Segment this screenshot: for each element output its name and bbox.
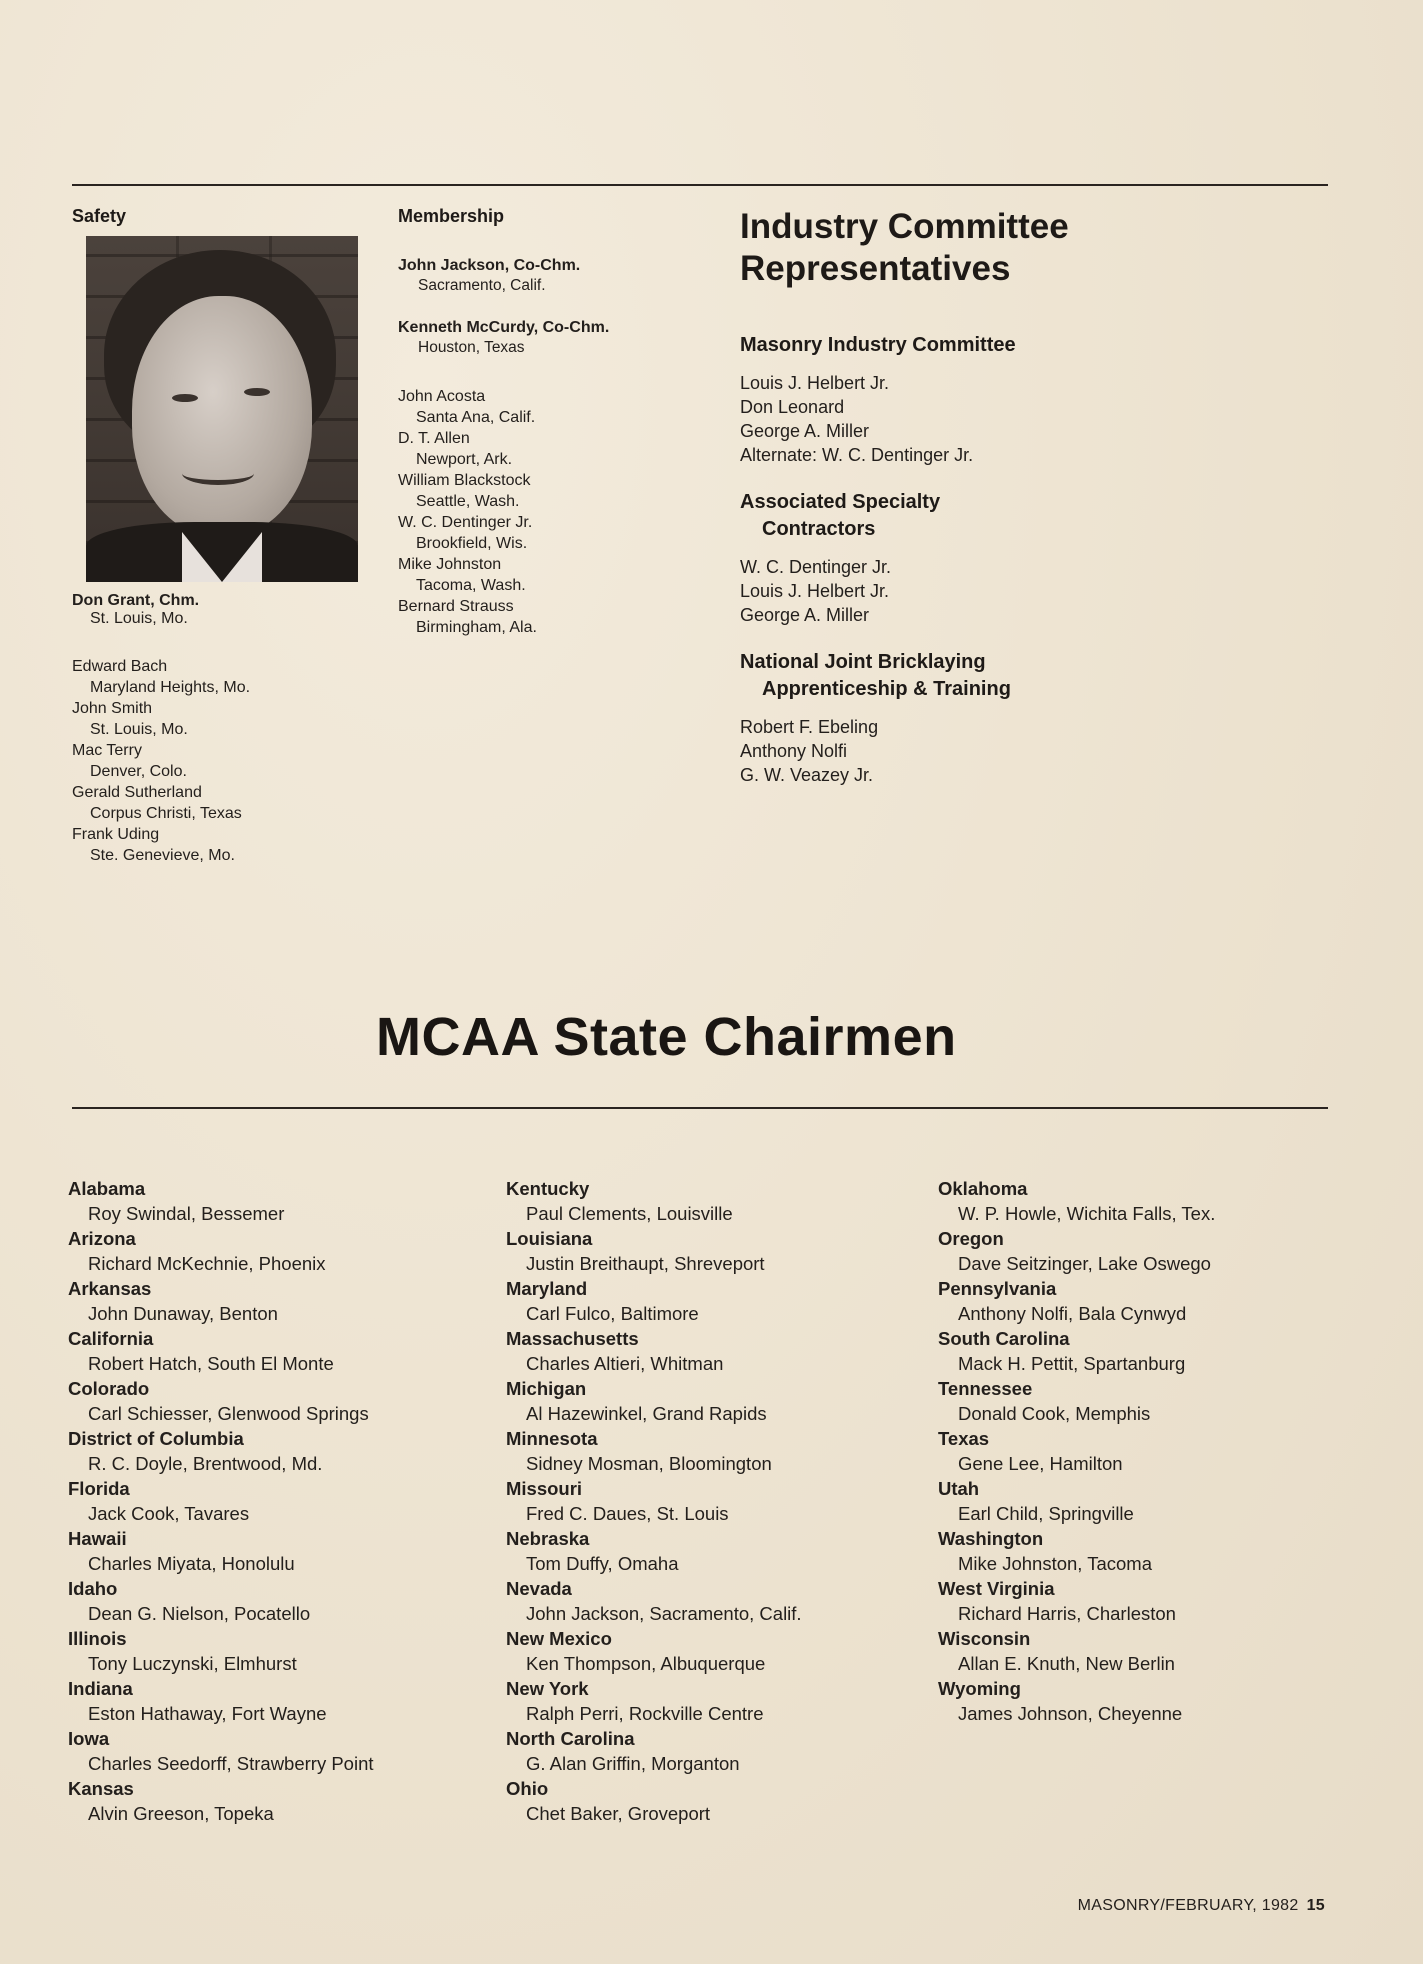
member-name: Mac Terry — [72, 742, 142, 759]
state-chairman: Al Hazewinkel, Grand Rapids — [526, 1403, 767, 1424]
state-name: Kansas — [68, 1778, 134, 1799]
state-chairman: Donald Cook, Memphis — [958, 1403, 1151, 1424]
state-name: Texas — [938, 1428, 990, 1449]
cochair — [398, 318, 609, 358]
state-name: Oklahoma — [938, 1178, 1028, 1199]
member-city: Tacoma, Wash. — [416, 577, 526, 594]
cochair — [398, 256, 609, 296]
committee-heading-line2: Contractors — [762, 518, 876, 540]
states-column-1 — [68, 1176, 374, 1826]
state-chairman: James Johnson, Cheyenne — [958, 1703, 1183, 1724]
committee — [740, 649, 1300, 787]
committee-member: George A. Miller — [740, 421, 870, 441]
member-city: Brookfield, Wis. — [416, 535, 528, 552]
state-name: New Mexico — [506, 1628, 612, 1649]
state-name: District of Columbia — [68, 1428, 244, 1449]
state-name: Tennessee — [938, 1378, 1033, 1399]
industry-title — [740, 206, 1069, 290]
state-chairman: Anthony Nolfi, Bala Cynwyd — [958, 1303, 1187, 1324]
state-chairman: Allan E. Knuth, New Berlin — [958, 1653, 1175, 1674]
state-chairman: Earl Child, Springville — [958, 1503, 1134, 1524]
state-name: Illinois — [68, 1628, 127, 1649]
state-name: Oregon — [938, 1228, 1004, 1249]
state-name: Indiana — [68, 1678, 133, 1699]
member-city: Maryland Heights, Mo. — [90, 679, 251, 696]
member-city: Ste. Genevieve, Mo. — [90, 847, 235, 864]
state-chairman: Tony Luczynski, Elmhurst — [88, 1653, 297, 1674]
committee-heading — [740, 649, 1300, 703]
member-name: John Acosta — [398, 388, 486, 405]
state-name: Hawaii — [68, 1528, 127, 1549]
safety-label: Safety — [72, 206, 127, 226]
state-chairman: Alvin Greeson, Topeka — [88, 1803, 274, 1824]
state-name: Maryland — [506, 1278, 588, 1299]
state-chairman: Charles Altieri, Whitman — [526, 1353, 724, 1374]
committee-member: Anthony Nolfi — [740, 741, 848, 761]
state-name: Utah — [938, 1478, 980, 1499]
state-chairman: Richard McKechnie, Phoenix — [88, 1253, 326, 1274]
states-column-3 — [938, 1176, 1215, 1726]
state-chairman: Eston Hathaway, Fort Wayne — [88, 1703, 327, 1724]
committee-members — [740, 715, 1300, 787]
state-name: Washington — [938, 1528, 1044, 1549]
membership-member-list — [398, 386, 537, 638]
committee-heading-line2: Apprenticeship & Training — [762, 678, 1011, 700]
state-chairman: R. C. Doyle, Brentwood, Md. — [88, 1453, 323, 1474]
page-number: 15 — [1306, 1897, 1325, 1914]
state-chairman: Roy Swindal, Bessemer — [88, 1203, 285, 1224]
state-name: Missouri — [506, 1478, 583, 1499]
state-chairman: Robert Hatch, South El Monte — [88, 1353, 334, 1374]
state-chairman: Sidney Mosman, Bloomington — [526, 1453, 772, 1474]
state-name: Nebraska — [506, 1528, 590, 1549]
state-name: Wyoming — [938, 1678, 1021, 1699]
cochair-name: Kenneth McCurdy, Co-Chm. — [398, 319, 610, 336]
member-city: Santa Ana, Calif. — [416, 409, 536, 426]
state-chairman: Ralph Perri, Rockville Centre — [526, 1703, 764, 1724]
committee-heading-line1: Masonry Industry Committee — [740, 334, 1016, 356]
safety-chair — [72, 592, 199, 628]
state-name: Wisconsin — [938, 1628, 1031, 1649]
committee-heading — [740, 332, 1300, 359]
member-city: Newport, Ark. — [416, 451, 513, 468]
committee-member: Louis J. Helbert Jr. — [740, 373, 890, 393]
safety-member-list — [72, 656, 250, 866]
state-chairman: Justin Breithaupt, Shreveport — [526, 1253, 765, 1274]
state-chairman: John Jackson, Sacramento, Calif. — [526, 1603, 802, 1624]
member-city: Seattle, Wash. — [416, 493, 520, 510]
industry-title-line2: Representatives — [740, 249, 1011, 288]
safety-chair-name: Don Grant, Chm. — [72, 592, 200, 609]
member-name: William Blackstock — [398, 472, 531, 489]
state-chairman: Carl Schiesser, Glenwood Springs — [88, 1403, 369, 1424]
safety-chair-city: St. Louis, Mo. — [90, 610, 188, 627]
state-name: Florida — [68, 1478, 130, 1499]
committee — [740, 489, 1300, 627]
industry-committees — [740, 332, 1300, 809]
state-chairman: Gene Lee, Hamilton — [958, 1453, 1123, 1474]
state-name: South Carolina — [938, 1328, 1070, 1349]
committee-members — [740, 371, 1300, 467]
member-name: John Smith — [72, 700, 153, 717]
page-footer — [1078, 1897, 1325, 1915]
member-name: W. C. Dentinger Jr. — [398, 514, 533, 531]
state-name: New York — [506, 1678, 589, 1699]
state-name: West Virginia — [938, 1578, 1055, 1599]
cochair-city: Houston, Texas — [418, 339, 525, 356]
state-chairman: Dean G. Nielson, Pocatello — [88, 1603, 311, 1624]
state-chairman: Tom Duffy, Omaha — [526, 1553, 679, 1574]
footer-publication: MASONRY/FEBRUARY, 1982 — [1077, 1897, 1299, 1914]
cochair-name: John Jackson, Co-Chm. — [398, 257, 581, 274]
committee-member: Robert F. Ebeling — [740, 717, 879, 737]
committee-member: G. W. Veazey Jr. — [740, 765, 874, 785]
state-chairman: Ken Thompson, Albuquerque — [526, 1653, 766, 1674]
cochair-city: Sacramento, Calif. — [418, 277, 546, 294]
committee — [740, 332, 1300, 467]
chair-photo — [86, 236, 358, 582]
state-name: Michigan — [506, 1378, 587, 1399]
state-name: Arizona — [68, 1228, 136, 1249]
member-name: Edward Bach — [72, 658, 168, 675]
committee-member: George A. Miller — [740, 605, 870, 625]
middle-rule — [72, 1107, 1328, 1109]
state-chairman: Charles Seedorff, Strawberry Point — [88, 1753, 374, 1774]
state-name: Idaho — [68, 1578, 118, 1599]
top-rule — [72, 184, 1328, 186]
member-city: Corpus Christi, Texas — [90, 805, 242, 822]
member-city: St. Louis, Mo. — [90, 721, 188, 738]
state-chairman: John Dunaway, Benton — [88, 1303, 278, 1324]
committee-heading-line1: Associated Specialty — [740, 491, 941, 513]
member-name: Frank Uding — [72, 826, 160, 843]
state-name: Ohio — [506, 1778, 549, 1799]
state-name: Iowa — [68, 1728, 110, 1749]
state-chairman: Paul Clements, Louisville — [526, 1203, 733, 1224]
state-name: Arkansas — [68, 1278, 152, 1299]
state-chairman: Carl Fulco, Baltimore — [526, 1303, 699, 1324]
state-name: California — [68, 1328, 154, 1349]
state-chairman: Chet Baker, Groveport — [526, 1803, 711, 1824]
state-chairman: Richard Harris, Charleston — [958, 1603, 1176, 1624]
committee-member: W. C. Dentinger Jr. — [740, 557, 892, 577]
membership-cochairs — [398, 256, 609, 358]
state-name: Minnesota — [506, 1428, 598, 1449]
state-chairman: W. P. Howle, Wichita Falls, Tex. — [958, 1203, 1216, 1224]
state-chairman: Dave Seitzinger, Lake Oswego — [958, 1253, 1211, 1274]
state-name: Colorado — [68, 1378, 150, 1399]
state-name: Nevada — [506, 1578, 572, 1599]
state-name: Massachusetts — [506, 1328, 639, 1349]
member-name: D. T. Allen — [398, 430, 470, 447]
state-name: Alabama — [68, 1178, 146, 1199]
member-city: Denver, Colo. — [90, 763, 187, 780]
committee-member: Louis J. Helbert Jr. — [740, 581, 890, 601]
membership-label: Membership — [398, 206, 505, 226]
state-name: Kentucky — [506, 1178, 590, 1199]
state-chairman: Charles Miyata, Honolulu — [88, 1553, 295, 1574]
state-name: Louisiana — [506, 1228, 593, 1249]
committee-members — [740, 555, 1300, 627]
state-name: North Carolina — [506, 1728, 635, 1749]
committee-heading-line1: National Joint Bricklaying — [740, 651, 986, 673]
state-chairman: Jack Cook, Tavares — [88, 1503, 250, 1524]
states-column-2 — [506, 1176, 802, 1826]
member-name: Mike Johnston — [398, 556, 502, 573]
member-name: Bernard Strauss — [398, 598, 514, 615]
state-name: Pennsylvania — [938, 1278, 1057, 1299]
member-city: Birmingham, Ala. — [416, 619, 537, 636]
committee-heading — [740, 489, 1300, 543]
member-name: Gerald Sutherland — [72, 784, 202, 801]
state-chairman: Mike Johnston, Tacoma — [958, 1553, 1153, 1574]
industry-title-line1: Industry Committee — [740, 207, 1069, 246]
committee-member: Alternate: W. C. Dentinger Jr. — [740, 445, 974, 465]
state-chairmen-title: MCAA State Chairmen — [376, 1007, 957, 1067]
state-chairman: Fred C. Daues, St. Louis — [526, 1503, 729, 1524]
state-chairman: G. Alan Griffin, Morganton — [526, 1753, 740, 1774]
committee-member: Don Leonard — [740, 397, 845, 417]
state-chairman: Mack H. Pettit, Spartanburg — [958, 1353, 1186, 1374]
